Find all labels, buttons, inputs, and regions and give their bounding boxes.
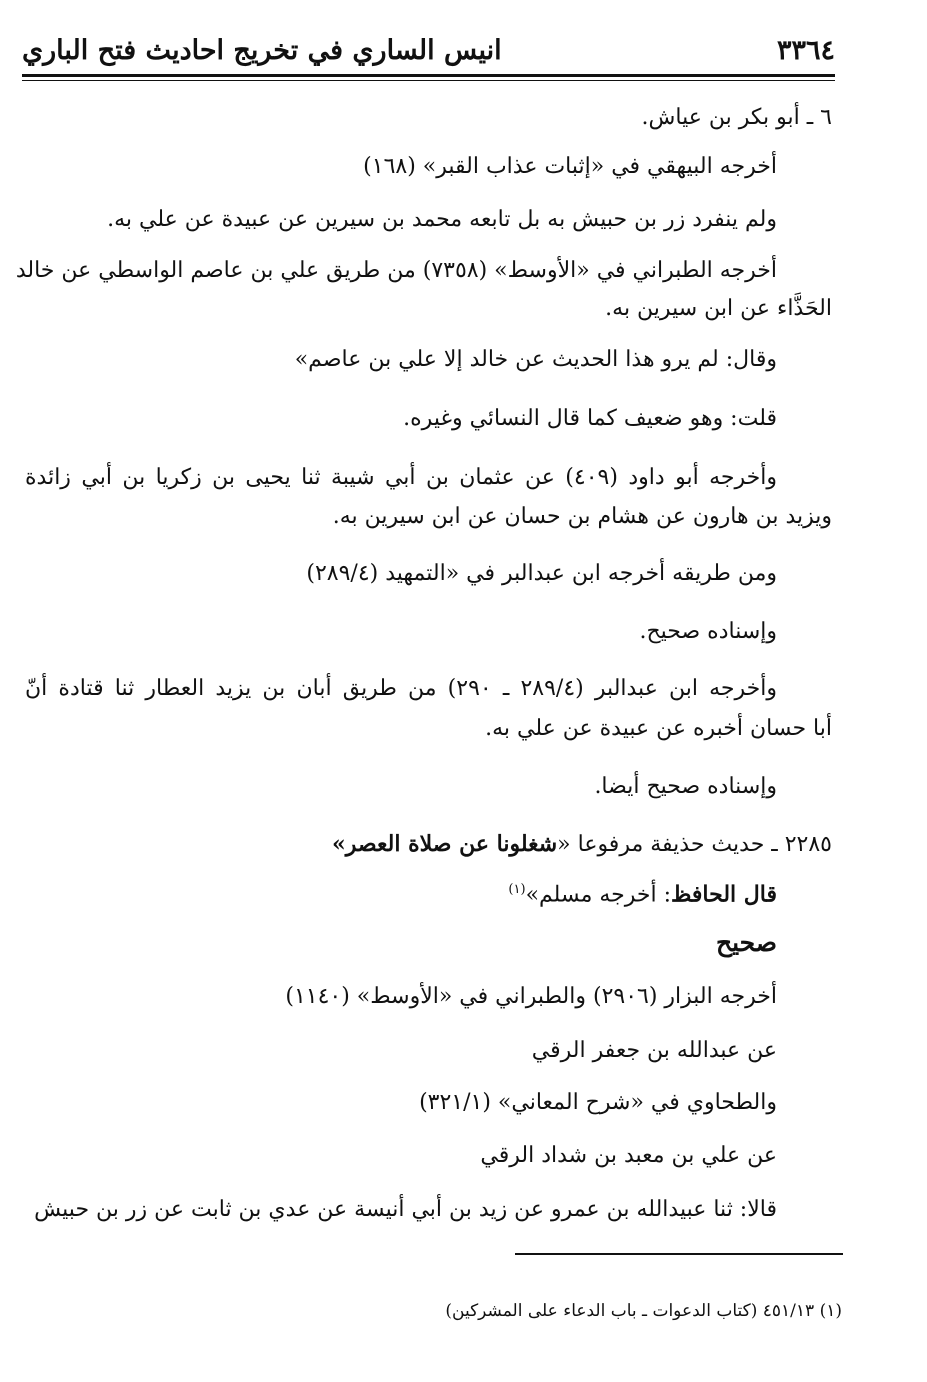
list-item-6: ٦ ـ أبو بكر بن عياش. [641, 105, 832, 130]
footnote-ref: (١) [508, 882, 526, 897]
text-line: ويزيد بن هارون عن هشام بن حسان عن ابن سيرين به. [332, 504, 832, 529]
text-line: قالا: ثنا عبيدالله بن عمرو عن زيد بن أبي أنيسة عن عدي بن ثابت عن زر بن حبيش [34, 1197, 777, 1222]
text-line: وأخرجه أبو داود (٤٠٩) عن عثمان بن أبي شيبة ثنا يحيى بن زكريا بن أبي زائدة [25, 465, 777, 490]
text-line: ولم ينفرد زر بن حبيش به بل تابعه محمد بن سيرين عن عبيدة عن علي به. [107, 207, 777, 232]
text-line: أخرجه الطبراني في «الأوسط» (٧٣٥٨) من طريق علي بن عاصم الواسطي عن خالد [15, 258, 777, 283]
text-line: عن عبدالله بن جعفر الرقي [531, 1038, 777, 1063]
header-rule-thin [22, 80, 835, 81]
hadith-heading [332, 827, 832, 862]
text-line: قلت: وهو ضعيف كما قال النسائي وغيره. [403, 406, 777, 431]
hafiz-line [508, 873, 777, 912]
text-line: وإسناده صحيح أيضا. [594, 774, 777, 799]
text-line: عن علي بن معبد بن شداد الرقي [480, 1143, 777, 1168]
text-line: وقال: لم يرو هذا الحديث عن خالد إلا علي بن عاصم» [294, 347, 777, 372]
text-line: أبا حسان أخبره عن عبيدة عن علي به. [485, 716, 832, 741]
text-line: أخرجه البيهقي في «إثبات عذاب القبر» (١٦٨) [363, 154, 777, 179]
text-line: أخرجه البزار (٢٩٠٦) والطبراني في «الأوسط» (١١٤٠) [285, 984, 777, 1009]
text-line: الحَذَّاء عن ابن سيرين به. [605, 296, 832, 321]
text-line: والطحاوي في «شرح المعاني» (٣٢١/١) [419, 1090, 777, 1115]
hadith-quote: شغلونا عن صلاة العصر» [332, 831, 558, 857]
footnote: (١) ٤٥١/١٣ (كتاب الدعوات ـ باب الدعاء على المشركين) [445, 1301, 842, 1321]
page-number: ٣٣٦٤ [776, 34, 835, 66]
grade-heading: صحيح [715, 928, 777, 957]
footnote-rule [515, 1253, 843, 1255]
hafiz-text: : أخرجه مسلم» [525, 882, 672, 908]
text-line: ومن طريقه أخرجه ابن عبدالبر في «التمهيد (٢٨٩/٤) [306, 561, 777, 586]
running-header [22, 28, 835, 72]
header-rule [22, 74, 835, 77]
hafiz-label: قال الحافظ [671, 881, 777, 908]
text-line: وإسناده صحيح. [639, 619, 777, 644]
hadith-number-text: ٢٢٨٥ ـ حديث حذيفة مرفوعا « [557, 832, 832, 857]
book-title: انيس الساري في تخريج احاديث فتح الباري [22, 34, 502, 66]
text-line: وأخرجه ابن عبدالبر (٢٨٩/٤ ـ ٢٩٠) من طريق أبان بن يزيد العطار ثنا قتادة أنّ [25, 676, 777, 701]
